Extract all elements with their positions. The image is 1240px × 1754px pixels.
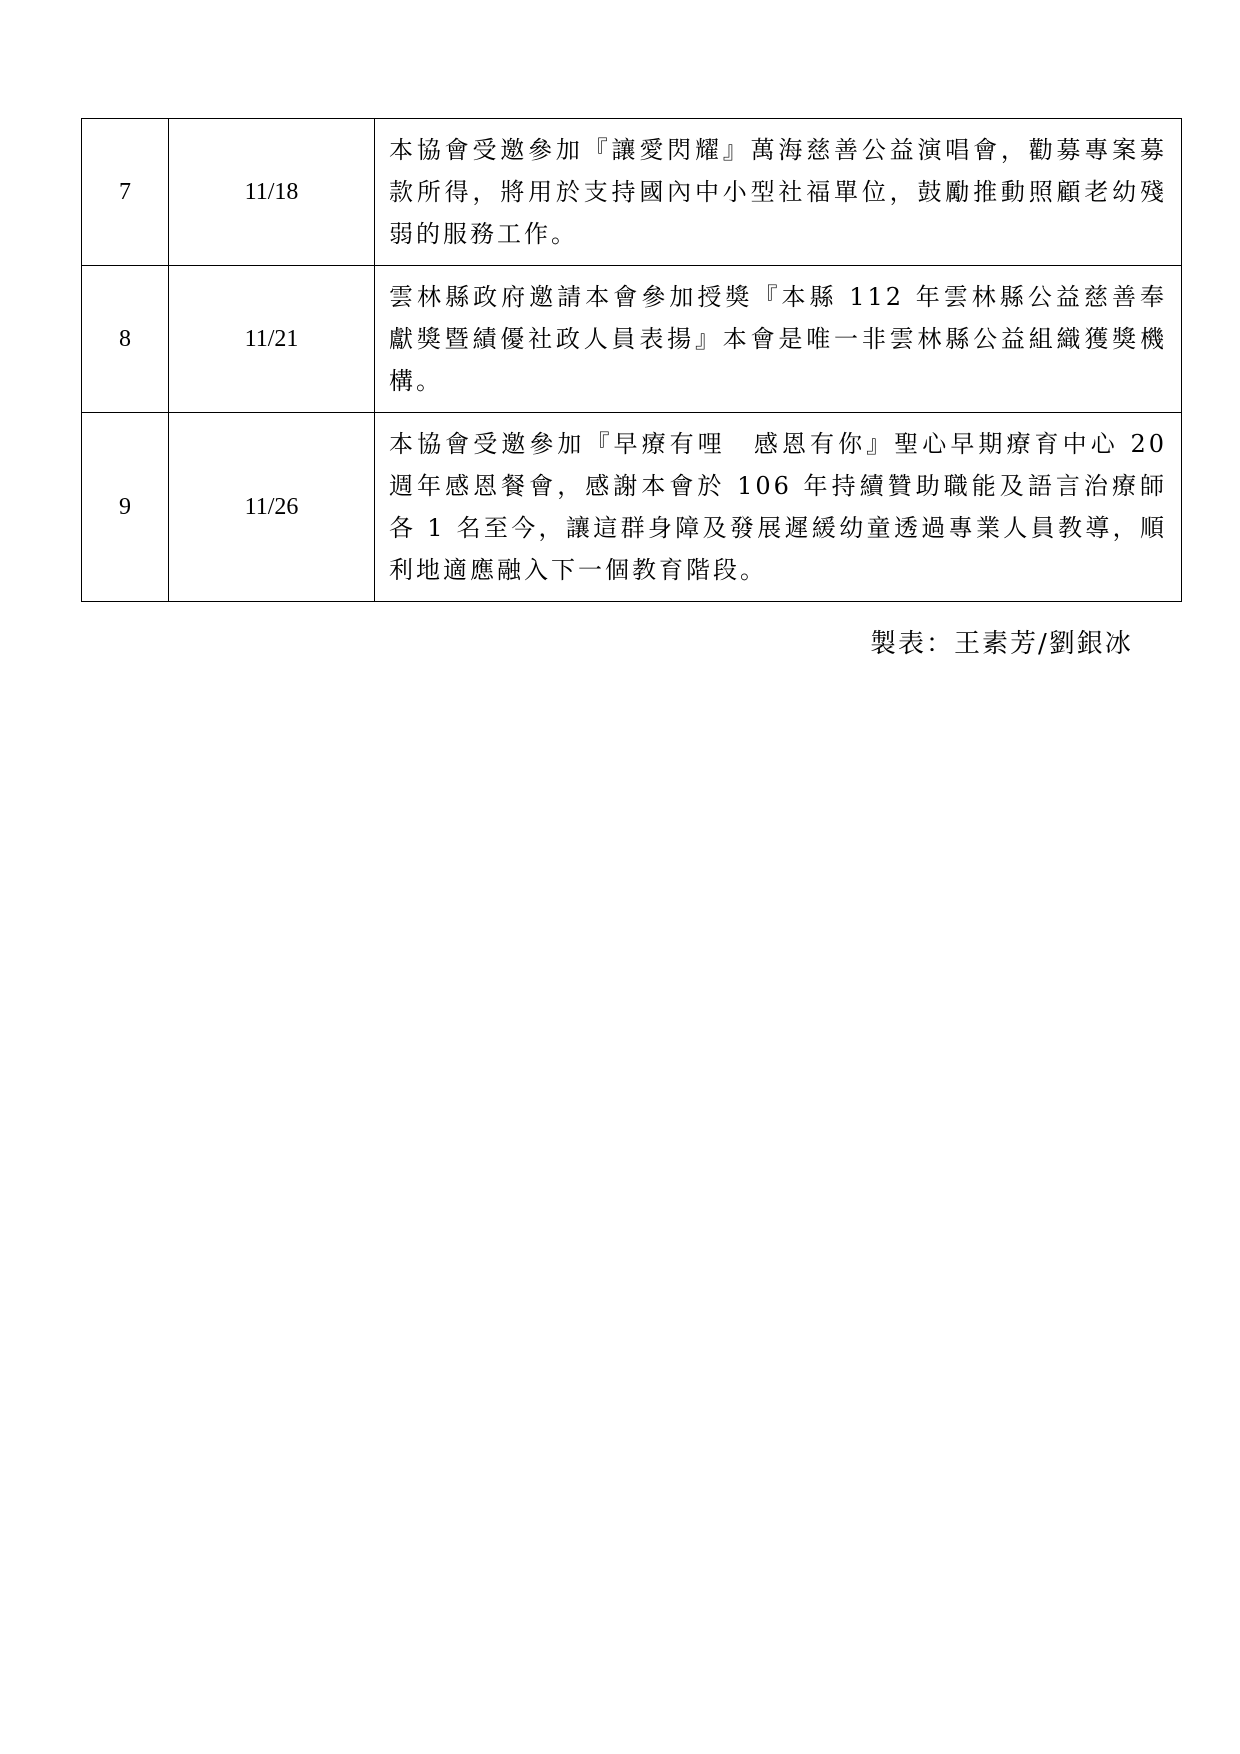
table-row [82, 413, 1182, 602]
activity-table [81, 118, 1182, 602]
row-description: 本協會受邀參加『讓愛閃耀』萬海慈善公益演唱會，勸募專案募款所得，將用於支持國內中小型社福單位，鼓勵推動照顧老幼殘弱的服務工作。 [375, 119, 1182, 266]
row-number: 7 [82, 119, 169, 266]
row-number: 9 [82, 413, 169, 602]
compiled-by-credit: 製表：王素芳/劉銀冰 [870, 629, 1133, 659]
row-date: 11/26 [169, 413, 375, 602]
row-description: 雲林縣政府邀請本會參加授獎『本縣 112 年雲林縣公益慈善奉獻獎暨績優社政人員表揚』本會是唯一非雲林縣公益組織獲獎機構。 [375, 266, 1182, 413]
row-date: 11/18 [169, 119, 375, 266]
row-number: 8 [82, 266, 169, 413]
row-description: 本協會受邀參加『早療有哩 感恩有你』聖心早期療育中心 20 週年感恩餐會，感謝本會於 106 年持續贊助職能及語言治療師各 1 名至今，讓這群身障及發展遲緩幼童透過專業人員教導，順利地適應融入下一個教育階段。 [375, 413, 1182, 602]
table-row [82, 266, 1182, 413]
row-date: 11/21 [169, 266, 375, 413]
table-row [82, 119, 1182, 266]
